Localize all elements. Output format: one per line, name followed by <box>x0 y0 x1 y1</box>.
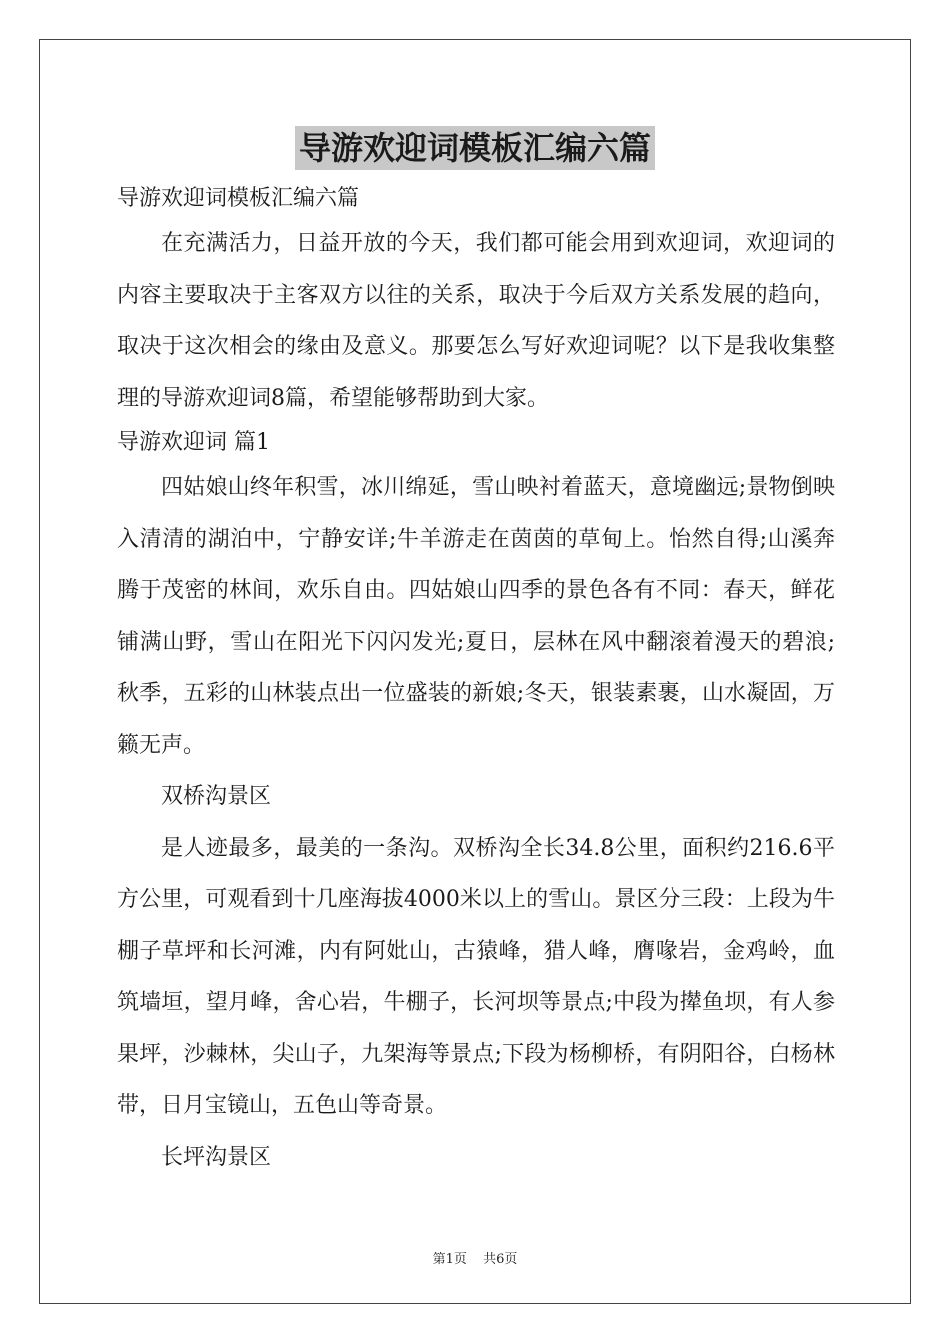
document-body <box>117 180 835 1183</box>
page-number: 第1页 <box>432 1252 467 1267</box>
subtitle-line: 导游欢迎词模板汇编六篇 <box>117 186 360 211</box>
page-total: 共6页 <box>483 1252 518 1267</box>
document-title: 导游欢迎词模板汇编六篇 <box>295 126 655 170</box>
page-footer <box>0 1248 950 1267</box>
section-paragraph: 四姑娘山终年积雪，冰川绵延，雪山映衬着蓝天，意境幽远;景物倒映入清清的湖泊中，宁静安详;牛羊游走在茵茵的草甸上。怡然自得;山溪奔腾于茂密的林间，欢乐自由。四姑娘山四季的景色各有不同：春天，鲜花铺满山野，雪山在阳光下闪闪发光;夏日，层林在风中翻滚着漫天的碧浪;秋季，五彩的山林装点出一位盛装的新娘;冬天，银装素裹，山水凝固，万籁无声。 <box>117 475 835 758</box>
section-heading: 导游欢迎词 篇1 <box>117 430 270 455</box>
subsection-heading-2: 长坪沟景区 <box>161 1144 272 1170</box>
title-wrap <box>0 126 950 170</box>
subsection-heading: 双桥沟景区 <box>161 784 272 809</box>
intro-paragraph: 在充满活力，日益开放的今天，我们都可能会用到欢迎词，欢迎词的内容主要取决于主客双方以往的关系，取决于今后双方关系发展的趋向，取决于这次相会的缘由及意义。那要怎么写好欢迎词呢？以下是我收集整理的导游欢迎词8篇，希望能够帮助到大家。 <box>117 231 835 411</box>
subsection-paragraph: 是人迹最多，最美的一条沟。双桥沟全长34.8公里，面积约216.6平方公里，可观看到十几座海拔4000米以上的雪山。景区分三段：上段为牛棚子草坪和长河滩，内有阿妣山，古猿峰，猎人峰，膺喙岩，金鸡岭，血筑墙垣，望月峰，舍心岩，牛棚子，长河坝等景点;中段为撵鱼坝，有人参果坪，沙棘林，尖山子，九架海等景点;下段为杨柳桥，有阴阳谷，白杨林带，日月宝镜山，五色山等奇景。 <box>117 835 835 1118</box>
